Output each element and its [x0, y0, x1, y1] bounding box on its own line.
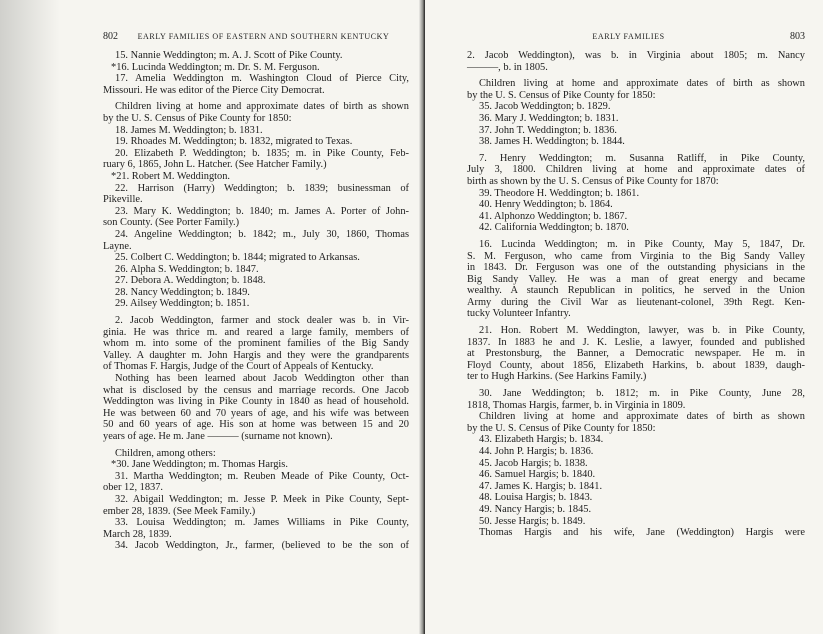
text-line: 18. James M. Weddington; b. 1831.	[115, 124, 263, 136]
text-line: 43. Elizabeth Hargis; b. 1834.	[479, 434, 604, 446]
text-line: 20. Elizabeth P. Weddington; b. 1835; m. in Pike County, Feb-	[115, 147, 409, 159]
text-line: by the U. S. Census of Pike County for 1850:	[103, 112, 292, 124]
text-line: 48. Louisa Hargis; b. 1843.	[479, 492, 593, 504]
text-line: 49. Nancy Hargis; b. 1845.	[479, 503, 592, 515]
right-page	[425, 0, 823, 634]
text-line: 27. Debora A. Weddington; b. 1848.	[115, 275, 266, 287]
right-page-body	[467, 50, 805, 539]
text-line: of Thomas F. Hargis, Judge of the Court of Appeals of Kentucky.	[103, 361, 374, 373]
text-line: ter to Hugh Harkins. (See Harkins Family.)	[467, 371, 647, 383]
text-line: July 3, 1800. Children living at home and approximate dates of	[467, 164, 805, 176]
text-line: Children living at home and approximate dates of birth as shown	[115, 101, 409, 113]
text-line: 50. Jesse Hargis; b. 1849.	[479, 515, 586, 527]
text-line: 29. Ailsey Weddington; b. 1851.	[115, 298, 250, 310]
text-line: in 1843. Dr. Ferguson was one of the outstanding physicians in the	[467, 262, 805, 274]
text-line: 36. Mary J. Weddington; b. 1831.	[479, 112, 619, 124]
text-line: 15. Nannie Weddington; m. A. J. Scott of Pike County.	[115, 50, 343, 61]
text-line: 32. Abigail Weddington; m. Jesse P. Meek in Pike County, Sept-	[115, 493, 409, 505]
text-line: 26. Alpha S. Weddington; b. 1847.	[115, 263, 259, 275]
text-line: 30. Jane Weddington; b. 1812; m. in Pike County, June 28,	[479, 388, 805, 400]
text-line: 1837. In 1883 he and J. K. Leslie, a lawyer, founded and published	[467, 336, 805, 348]
text-line: years of age. He m. Jane ——— (surname not known).	[103, 431, 333, 442]
text-line: Nothing has been learned about Jacob Weddington other than	[115, 373, 409, 385]
text-line: 2. Jacob Weddington), was b. in Virginia about 1805; m. Nancy	[467, 50, 805, 61]
text-line: Pikeville.	[103, 194, 143, 206]
text-line: 42. California Weddington; b. 1870.	[479, 222, 629, 234]
text-line: Children living at home and approximate dates of birth as shown	[479, 411, 805, 423]
text-line: 50 and 60 years of age. His son at home was between 15 and 20	[103, 419, 409, 431]
text-line: Army during the Civil War as lieutenant-colonel, 39th Regt. Ken-	[467, 296, 805, 308]
left-page-body	[103, 50, 409, 552]
text-line: by the U. S. Census of Pike County for 1850:	[467, 89, 656, 101]
right-page-header: EARLY FAMILIES	[592, 32, 665, 41]
text-line: Children living at home and approximate dates of birth as shown	[479, 78, 805, 90]
right-page-number: 803	[789, 31, 805, 42]
text-line: ———, b. in 1805.	[467, 61, 548, 73]
text-line: 21. Hon. Robert M. Weddington, lawyer, was b. in Pike County,	[479, 325, 805, 337]
text-line: 35. Jacob Weddington; b. 1829.	[479, 101, 611, 113]
text-line: 33. Louisa Weddington; m. James Williams in Pike County,	[115, 517, 409, 529]
text-line: Layne.	[103, 240, 132, 252]
text-line: 22. Harrison (Harry) Weddington; b. 1839; businessman of	[115, 182, 409, 194]
text-line: ober 12, 1837.	[103, 482, 164, 494]
text-line: 1818, Thomas Hargis, farmer, b. in Virginia in 1809.	[467, 399, 686, 411]
text-line: ruary 6, 1865, John L. Hatcher. (See Hatcher Family.)	[103, 159, 327, 171]
text-line: 17. Amelia Weddington m. Washington Cloud of Pierce City,	[115, 73, 409, 85]
text-line: He was between 60 and 70 years of age, and his wife was between	[103, 407, 409, 419]
right-running-head	[467, 31, 805, 42]
text-line: what is disclosed by the census and marriage records. One Jacob	[103, 384, 409, 396]
text-line: 31. Martha Weddington; m. Reuben Meade of Pike County, Oct-	[115, 470, 409, 482]
text-line: 23. Mary K. Weddington; b. 1840; m. James A. Porter of John-	[115, 205, 409, 217]
page-edge-shadow	[0, 0, 60, 634]
text-line: *16. Lucinda Weddington; m. Dr. S. M. Ferguson.	[111, 61, 320, 73]
text-line: 44. John P. Hargis; b. 1836.	[479, 446, 594, 457]
text-line: 24. Angeline Weddington; b. 1842; m., July 30, 1860, Thomas	[115, 228, 409, 240]
text-line: 41. Alphonzo Weddington; b. 1867.	[479, 210, 628, 222]
text-line: wealthy. A staunch Republican in politics, he served in the Union	[467, 285, 805, 297]
left-page-number: 802	[103, 31, 118, 42]
text-line: 25. Colbert C. Weddington; b. 1844; migrated to Arkansas.	[115, 252, 360, 264]
text-line: Thomas Hargis and his wife, Jane (Weddington) Hargis were	[479, 527, 805, 539]
text-line: 38. James H. Weddington; b. 1844.	[479, 136, 625, 148]
text-line: S. M. Ferguson, who came from Virginia to the Big Sandy Valley	[467, 250, 805, 262]
text-line: 16. Lucinda Weddington; m. in Pike County, May 5, 1847, Dr.	[479, 238, 805, 250]
left-page-header: EARLY FAMILIES OF EASTERN AND SOUTHERN KENTUCKY	[137, 32, 390, 41]
text-line: 7. Henry Weddington; m. Susanna Ratliff, in Pike County,	[479, 152, 805, 164]
text-line: 39. Theodore H. Weddington; b. 1861.	[479, 187, 640, 199]
text-line: Weddington was living in Pike County in 1840 as head of household.	[103, 396, 409, 408]
text-line: at Prestonsburg, the Banner, a Democratic newspaper. He m. in	[467, 348, 805, 360]
text-line: Valley. A daughter m. John Hargis and they were the grandparents	[103, 349, 409, 361]
text-line: March 28, 1839.	[103, 528, 172, 540]
text-line: *30. Jane Weddington; m. Thomas Hargis.	[111, 459, 288, 471]
text-line: whom m. into some of the prominent families of the Big Sandy	[103, 338, 409, 350]
left-running-head	[103, 31, 409, 42]
text-line: *21. Robert M. Weddington.	[111, 170, 231, 182]
text-line: 2. Jacob Weddington, farmer and stock dealer was b. in Vir-	[115, 315, 409, 327]
text-line: Floyd County, about 1856, Elizabeth Harkins, b. about 1839, daugh-	[467, 359, 805, 371]
text-line: birth as shown by the U. S. Census of Pike County for 1870:	[467, 175, 719, 187]
text-line: ember 28, 1839. (See Meek Family.)	[103, 505, 256, 517]
text-line: Children, among others:	[115, 447, 216, 459]
text-line: 46. Samuel Hargis; b. 1840.	[479, 469, 596, 481]
text-line: 47. James K. Hargis; b. 1841.	[479, 480, 603, 492]
text-line: 40. Henry Weddington; b. 1864.	[479, 199, 613, 211]
text-line: Big Sandy Valley. He was a man of great energy and became	[467, 273, 805, 285]
text-line: 34. Jacob Weddington, Jr., farmer, (believed to be the son of	[115, 540, 409, 552]
text-line: 45. Jacob Hargis; b. 1838.	[479, 457, 588, 469]
text-line: 28. Nancy Weddington; b. 1849.	[115, 286, 250, 298]
text-line: Missouri. He was editor of the Pierce City Democrat.	[103, 84, 325, 96]
text-line: 37. John T. Weddington; b. 1836.	[479, 124, 617, 136]
text-line: by the U. S. Census of Pike County for 1850:	[467, 422, 656, 434]
text-line: ginia. He was thrice m. and reared a large family, members of	[103, 326, 409, 338]
text-line: son County. (See Porter Family.)	[103, 217, 240, 229]
text-line: tucky Volunteer Infantry.	[467, 308, 571, 320]
text-line: 19. Rhoades M. Weddington; b. 1832, migrated to Texas.	[115, 136, 353, 148]
